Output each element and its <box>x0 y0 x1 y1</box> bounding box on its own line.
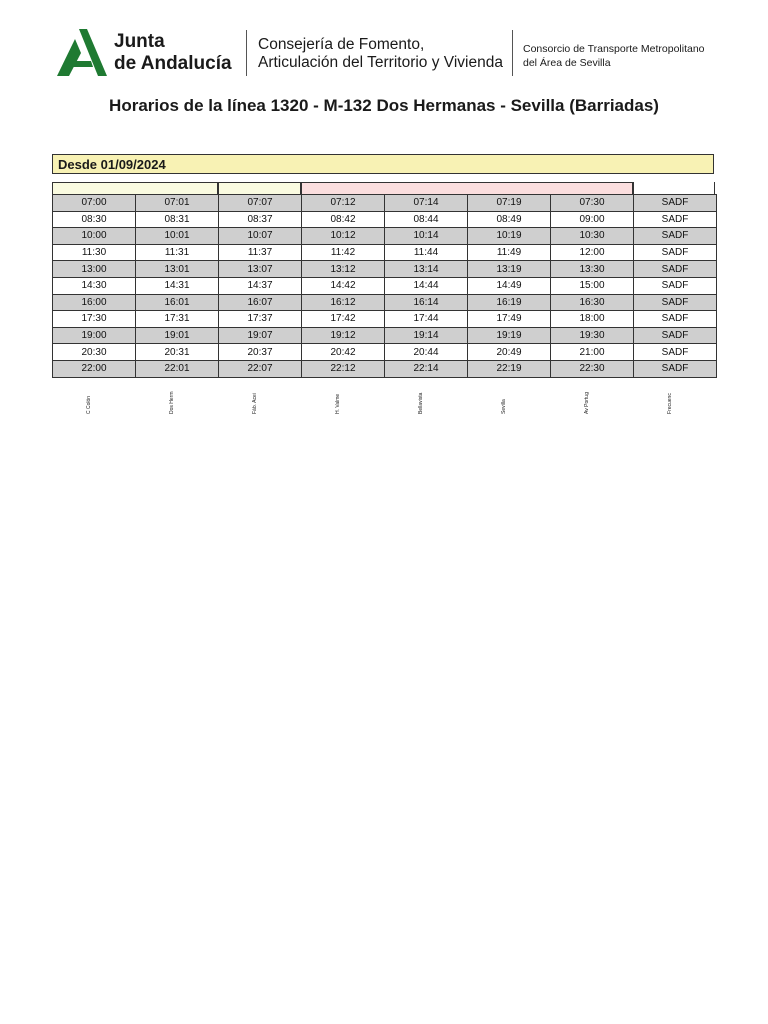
time-cell: 22:12 <box>302 360 385 377</box>
time-cell: 10:14 <box>385 228 468 245</box>
consejeria-text <box>258 36 503 72</box>
time-cell: 13:07 <box>219 261 302 278</box>
time-cell: 13:00 <box>53 261 136 278</box>
time-cell: 19:30 <box>551 327 634 344</box>
time-cell: 22:01 <box>136 360 219 377</box>
time-cell: 07:19 <box>468 195 551 212</box>
junta-logo-text <box>114 31 232 75</box>
table-row <box>53 344 717 361</box>
table-row <box>53 360 717 377</box>
time-cell: 08:31 <box>136 211 219 228</box>
frequency-cell: SADF <box>634 344 717 361</box>
stop-label: Bellavista <box>418 392 424 414</box>
time-cell: 22:00 <box>53 360 136 377</box>
time-cell: 17:31 <box>136 311 219 328</box>
frequency-cell: SADF <box>634 244 717 261</box>
stop-label: Frecuenc <box>667 393 673 414</box>
time-cell: 08:37 <box>219 211 302 228</box>
stop-label: Dos Herm <box>169 391 175 414</box>
time-cell: 07:30 <box>551 195 634 212</box>
time-cell: 17:44 <box>385 311 468 328</box>
consorcio-line2: del Área de Sevilla <box>523 57 611 69</box>
timetable <box>52 194 717 378</box>
time-cell: 22:30 <box>551 360 634 377</box>
time-cell: 19:07 <box>219 327 302 344</box>
frequency-cell: SADF <box>634 211 717 228</box>
header-strip <box>218 182 301 194</box>
time-cell: 14:37 <box>219 277 302 294</box>
table-row <box>53 244 717 261</box>
logo-line2: de Andalucía <box>114 53 232 74</box>
time-cell: 12:00 <box>551 244 634 261</box>
time-cell: 16:14 <box>385 294 468 311</box>
logo-line1: Junta <box>114 31 165 52</box>
time-cell: 13:12 <box>302 261 385 278</box>
page-header <box>0 0 768 90</box>
time-cell: 20:42 <box>302 344 385 361</box>
time-cell: 10:00 <box>53 228 136 245</box>
time-cell: 20:30 <box>53 344 136 361</box>
consorcio-line1: Consorcio de Transporte Metropolitano <box>523 43 705 55</box>
header-divider <box>246 30 247 76</box>
time-cell: 22:14 <box>385 360 468 377</box>
time-cell: 11:37 <box>219 244 302 261</box>
time-cell: 17:42 <box>302 311 385 328</box>
table-row <box>53 228 717 245</box>
time-cell: 11:30 <box>53 244 136 261</box>
time-cell: 13:14 <box>385 261 468 278</box>
stop-label: Av Portug <box>584 392 590 414</box>
time-cell: 11:31 <box>136 244 219 261</box>
time-cell: 10:19 <box>468 228 551 245</box>
time-cell: 19:14 <box>385 327 468 344</box>
time-cell: 16:30 <box>551 294 634 311</box>
table-row <box>53 277 717 294</box>
time-cell: 07:07 <box>219 195 302 212</box>
time-cell: 08:49 <box>468 211 551 228</box>
time-cell: 22:19 <box>468 360 551 377</box>
consorcio-text <box>523 42 705 70</box>
frequency-cell: SADF <box>634 311 717 328</box>
time-cell: 10:12 <box>302 228 385 245</box>
time-cell: 10:30 <box>551 228 634 245</box>
frequency-cell: SADF <box>634 228 717 245</box>
time-cell: 20:37 <box>219 344 302 361</box>
time-cell: 14:42 <box>302 277 385 294</box>
time-cell: 22:07 <box>219 360 302 377</box>
table-row <box>53 294 717 311</box>
junta-andalucia-logo-icon <box>57 29 107 76</box>
time-cell: 19:01 <box>136 327 219 344</box>
header-divider <box>512 30 513 76</box>
time-cell: 10:01 <box>136 228 219 245</box>
time-cell: 14:44 <box>385 277 468 294</box>
table-row <box>53 311 717 328</box>
time-cell: 08:30 <box>53 211 136 228</box>
time-cell: 16:00 <box>53 294 136 311</box>
frequency-cell: SADF <box>634 277 717 294</box>
time-cell: 16:07 <box>219 294 302 311</box>
stop-label: H. Valme <box>335 393 341 414</box>
time-cell: 16:19 <box>468 294 551 311</box>
time-cell: 20:49 <box>468 344 551 361</box>
time-cell: 17:37 <box>219 311 302 328</box>
table-row <box>53 195 717 212</box>
header-strip <box>633 182 715 194</box>
consejeria-line1: Consejería de Fomento, <box>258 36 425 53</box>
table-row <box>53 327 717 344</box>
table-row <box>53 211 717 228</box>
frequency-cell: SADF <box>634 360 717 377</box>
stop-label: Sevilla <box>501 399 507 414</box>
table-row <box>53 261 717 278</box>
time-cell: 11:49 <box>468 244 551 261</box>
time-cell: 15:00 <box>551 277 634 294</box>
time-cell: 17:49 <box>468 311 551 328</box>
header-strip <box>52 182 218 194</box>
stop-label: C Colón <box>86 395 92 414</box>
frequency-cell: SADF <box>634 261 717 278</box>
page-title: Horarios de la línea 1320 - M-132 Dos Hermanas - Sevilla (Barriadas) <box>109 96 659 115</box>
time-cell: 13:30 <box>551 261 634 278</box>
time-cell: 14:31 <box>136 277 219 294</box>
valid-from-banner: Desde 01/09/2024 <box>52 154 714 174</box>
time-cell: 20:44 <box>385 344 468 361</box>
frequency-cell: SADF <box>634 327 717 344</box>
time-cell: 18:00 <box>551 311 634 328</box>
time-cell: 17:30 <box>53 311 136 328</box>
time-cell: 14:49 <box>468 277 551 294</box>
time-cell: 19:19 <box>468 327 551 344</box>
header-strip <box>301 182 633 194</box>
time-cell: 13:19 <box>468 261 551 278</box>
time-cell: 16:12 <box>302 294 385 311</box>
time-cell: 14:30 <box>53 277 136 294</box>
time-cell: 21:00 <box>551 344 634 361</box>
time-cell: 10:07 <box>219 228 302 245</box>
frequency-cell: SADF <box>634 294 717 311</box>
time-cell: 07:00 <box>53 195 136 212</box>
time-cell: 07:12 <box>302 195 385 212</box>
time-cell: 09:00 <box>551 211 634 228</box>
time-cell: 08:44 <box>385 211 468 228</box>
time-cell: 13:01 <box>136 261 219 278</box>
time-cell: 07:14 <box>385 195 468 212</box>
time-cell: 07:01 <box>136 195 219 212</box>
time-cell: 08:42 <box>302 211 385 228</box>
consejeria-line2: Articulación del Territorio y Vivienda <box>258 54 503 71</box>
stop-label: Fáb. Acei <box>252 393 258 414</box>
time-cell: 20:31 <box>136 344 219 361</box>
time-cell: 19:12 <box>302 327 385 344</box>
frequency-cell: SADF <box>634 195 717 212</box>
time-cell: 11:42 <box>302 244 385 261</box>
time-cell: 11:44 <box>385 244 468 261</box>
time-cell: 19:00 <box>53 327 136 344</box>
time-cell: 16:01 <box>136 294 219 311</box>
